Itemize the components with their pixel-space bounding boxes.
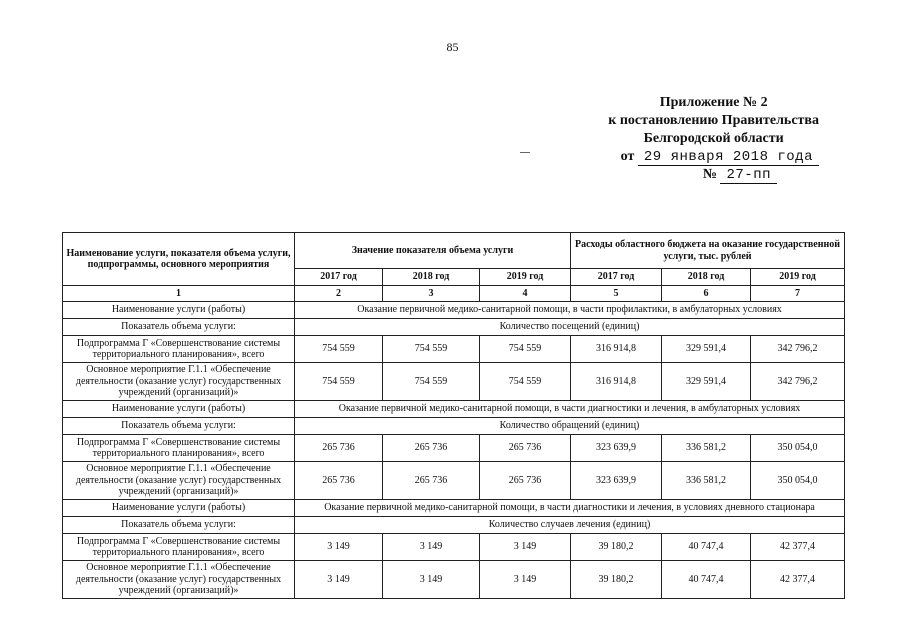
indicator-value: Количество посещений (единиц) [295, 319, 845, 336]
value-cell: 3 149 [383, 534, 480, 561]
header-year: 2018 год [662, 269, 751, 286]
page-number: 85 [446, 40, 459, 54]
service-row [63, 500, 845, 517]
indicator-row [63, 517, 845, 534]
table-row [63, 534, 845, 561]
row-name: Основное мероприятие Г.1.1 «Обеспечение деятельности (оказание услуг) государственных учреждений (организаций)» [63, 363, 295, 401]
value-cell: 754 559 [295, 336, 383, 363]
expense-cell: 329 591,4 [662, 363, 751, 401]
indicator-row [63, 418, 845, 435]
column-number: 2 [295, 286, 383, 302]
expense-cell: 342 796,2 [751, 363, 845, 401]
service-label: Наименование услуги (работы) [63, 302, 295, 319]
header-year: 2017 год [571, 269, 662, 286]
expense-cell: 350 054,0 [751, 462, 845, 500]
expense-cell: 316 914,8 [571, 363, 662, 401]
value-cell: 3 149 [295, 534, 383, 561]
row-name: Подпрограмма Г «Совершенствование системы территориального планирования», всего [63, 435, 295, 462]
expense-cell: 42 377,4 [751, 561, 845, 599]
service-value: Оказание первичной медико-санитарной помощи, в части диагностики и лечения, в амбулаторных условиях [295, 401, 845, 418]
table-row [63, 363, 845, 401]
value-cell: 3 149 [383, 561, 480, 599]
indicator-value: Количество случаев лечения (единиц) [295, 517, 845, 534]
expense-cell: 329 591,4 [662, 336, 751, 363]
expense-cell: 42 377,4 [751, 534, 845, 561]
indicator-value: Количество обращений (единиц) [295, 418, 845, 435]
expense-cell: 336 581,2 [662, 462, 751, 500]
value-cell: 754 559 [383, 336, 480, 363]
expense-cell: 40 747,4 [662, 561, 751, 599]
column-numbers-row [63, 286, 845, 302]
value-cell: 265 736 [383, 462, 480, 500]
indicator-label: Показатель объема услуги: [63, 517, 295, 534]
appendix-region: Белгородской области [643, 131, 784, 146]
expense-cell: 316 914,8 [571, 336, 662, 363]
indicator-label: Показатель объема услуги: [63, 418, 295, 435]
number-value: 27-пп [720, 167, 777, 184]
services-table [62, 232, 845, 599]
service-label: Наименование услуги (работы) [63, 500, 295, 517]
appendix-resolution: к постановлению Правительства [608, 113, 819, 128]
service-row [63, 302, 845, 319]
table-row [63, 462, 845, 500]
appendix-title: Приложение № 2 [659, 95, 768, 110]
row-name: Подпрограмма Г «Совершенствование системы территориального планирования», всего [63, 336, 295, 363]
header-year: 2019 год [480, 269, 571, 286]
table-row [63, 435, 845, 462]
date-value: 29 января 2018 года [638, 149, 819, 166]
value-cell: 3 149 [480, 534, 571, 561]
header-name-col: Наименование услуги, показателя объема услуги, подпрограммы, основного мероприятия [63, 233, 295, 286]
appendix-number-row [608, 166, 819, 184]
value-cell: 3 149 [480, 561, 571, 599]
service-label: Наименование услуги (работы) [63, 401, 295, 418]
header-year: 2018 год [383, 269, 480, 286]
column-number: 1 [63, 286, 295, 302]
header-value-group: Значение показателя объема услуги [295, 233, 571, 269]
expense-cell: 336 581,2 [662, 435, 751, 462]
service-row [63, 401, 845, 418]
scan-mark [520, 152, 530, 153]
value-cell: 754 559 [383, 363, 480, 401]
row-name: Подпрограмма Г «Совершенствование системы территориального планирования», всего [63, 534, 295, 561]
column-number: 3 [383, 286, 480, 302]
expense-cell: 323 639,9 [571, 462, 662, 500]
value-cell: 265 736 [383, 435, 480, 462]
expense-cell: 323 639,9 [571, 435, 662, 462]
column-number: 7 [751, 286, 845, 302]
appendix-date-row [608, 148, 819, 166]
expense-cell: 39 180,2 [571, 534, 662, 561]
row-name: Основное мероприятие Г.1.1 «Обеспечение деятельности (оказание услуг) государственных учреждений (организаций)» [63, 561, 295, 599]
indicator-row [63, 319, 845, 336]
indicator-label: Показатель объема услуги: [63, 319, 295, 336]
header-row-groups [63, 233, 845, 269]
column-number: 6 [662, 286, 751, 302]
date-prefix: от [620, 149, 635, 164]
expense-cell: 350 054,0 [751, 435, 845, 462]
table-row [63, 561, 845, 599]
number-prefix: № [702, 167, 717, 182]
header-year: 2017 год [295, 269, 383, 286]
value-cell: 3 149 [295, 561, 383, 599]
expense-cell: 342 796,2 [751, 336, 845, 363]
value-cell: 265 736 [480, 462, 571, 500]
column-number: 5 [571, 286, 662, 302]
header-expense-group: Расходы областного бюджета на оказание государственной услуги, тыс. рублей [571, 233, 845, 269]
value-cell: 754 559 [480, 336, 571, 363]
expense-cell: 39 180,2 [571, 561, 662, 599]
row-name: Основное мероприятие Г.1.1 «Обеспечение деятельности (оказание услуг) государственных учреждений (организаций)» [63, 462, 295, 500]
value-cell: 265 736 [295, 435, 383, 462]
appendix-header [608, 94, 819, 184]
header-year: 2019 год [751, 269, 845, 286]
value-cell: 265 736 [480, 435, 571, 462]
value-cell: 754 559 [480, 363, 571, 401]
expense-cell: 40 747,4 [662, 534, 751, 561]
column-number: 4 [480, 286, 571, 302]
service-value: Оказание первичной медико-санитарной помощи, в части диагностики и лечения, в условиях дневного стационара [295, 500, 845, 517]
value-cell: 754 559 [295, 363, 383, 401]
service-value: Оказание первичной медико-санитарной помощи, в части профилактики, в амбулаторных условиях [295, 302, 845, 319]
value-cell: 265 736 [295, 462, 383, 500]
table-row [63, 336, 845, 363]
